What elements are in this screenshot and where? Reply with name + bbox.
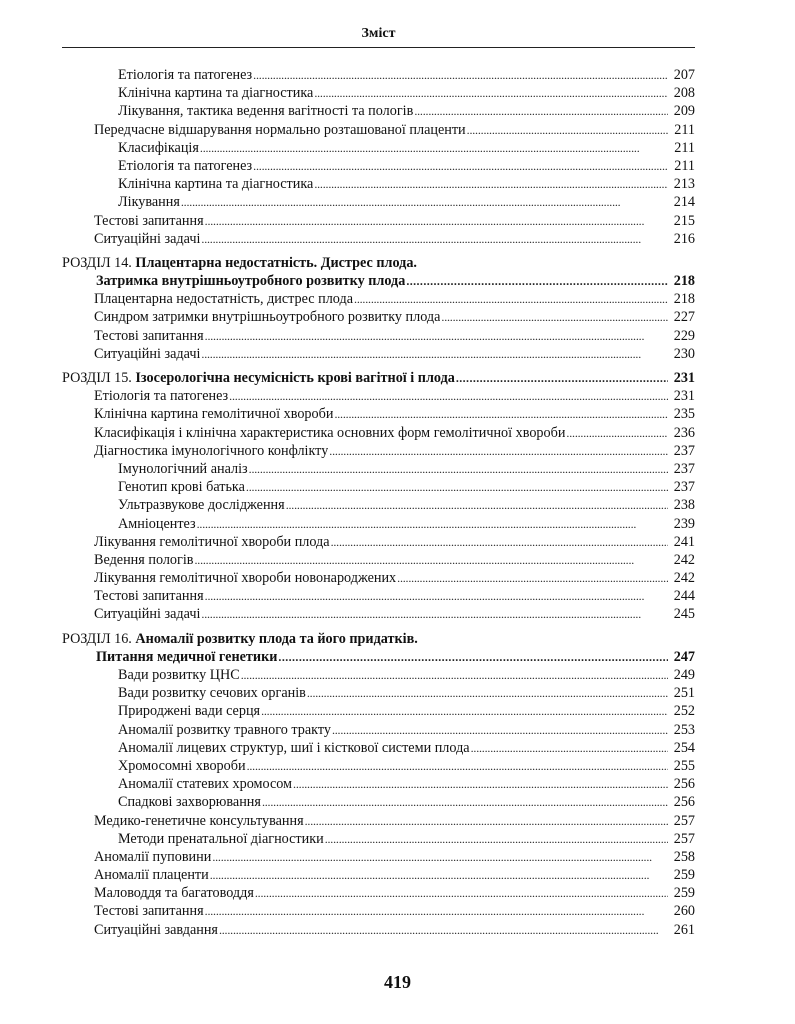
entry-page-number: 211 <box>674 157 695 174</box>
entry-title: Клінічна картина гемолітичної хвороби <box>94 406 334 423</box>
dot-leader <box>219 921 668 939</box>
entry-page-number: 260 <box>673 903 695 920</box>
toc-entry <box>62 684 695 702</box>
toc-entry <box>62 405 695 423</box>
dot-leader <box>247 757 668 775</box>
entry-title: Питання медичної генетики <box>96 648 278 665</box>
entry-title: Клінічна картина та діагностика <box>118 85 314 102</box>
toc-entry <box>62 902 695 920</box>
dot-leader <box>406 272 668 290</box>
entry-title: Вади розвитку ЦНС <box>118 667 240 683</box>
entry-page-number: 242 <box>673 551 695 568</box>
entry-title: Ситуаційні завдання <box>94 921 218 938</box>
entry-title: Аномалії лицевих структур, шиї і кісткової системи плода <box>118 739 470 756</box>
toc-entry <box>62 648 695 666</box>
entry-page-number: 229 <box>673 327 695 344</box>
toc-entry <box>62 569 695 587</box>
dot-leader <box>566 424 668 442</box>
entry-page-number: 214 <box>673 194 695 211</box>
chapter-number: РОЗДІЛ 14. <box>62 254 132 271</box>
entry-page-number: 239 <box>673 515 695 532</box>
entry-title: Лікування, тактика ведення вагітності та пологів <box>118 103 414 120</box>
entry-title: Класифікація <box>118 139 199 156</box>
entry-title: Природжені вади серця <box>118 703 261 720</box>
entry-page-number: 236 <box>673 424 695 441</box>
entry-title: Тестові запитання <box>94 903 204 920</box>
entry-page-number: 215 <box>673 212 695 229</box>
entry-page-number: 261 <box>673 921 695 938</box>
dot-leader <box>253 157 668 175</box>
toc-entry <box>62 605 695 623</box>
chapter-title: Ізосерологічна несумісність крові вагітної і плода <box>135 370 455 386</box>
header-rule <box>62 47 695 48</box>
toc-entry <box>62 775 695 793</box>
chapter-number: РОЗДІЛ 15. <box>62 370 132 386</box>
entry-title: Аномалії статевих хромосом <box>118 776 293 793</box>
entry-title: Клінічна картина та діагностика <box>118 176 314 193</box>
dot-leader <box>286 496 668 514</box>
entry-title: Тестові запитання <box>94 212 204 229</box>
toc-entry <box>62 866 695 884</box>
entry-page-number: 237 <box>673 479 695 496</box>
entry-title: Етіологія та патогенез <box>118 67 253 83</box>
dot-leader <box>441 308 668 326</box>
entry-page-number: 237 <box>673 460 695 477</box>
toc-entry <box>62 757 695 775</box>
dot-leader <box>197 515 668 533</box>
dot-leader <box>414 102 668 120</box>
entry-title: Медико-генетичне консультування <box>94 812 304 829</box>
toc-entry <box>62 478 695 496</box>
dot-leader <box>201 345 668 363</box>
entry-page-number: 216 <box>673 230 695 247</box>
entry-title: Етіологія та патогенез <box>94 388 229 405</box>
toc-entry <box>62 721 695 739</box>
dot-leader <box>331 533 668 551</box>
entry-page-number: 256 <box>673 794 695 811</box>
entry-page-number: 244 <box>673 588 695 605</box>
chapter-title: Аномалії розвитку плода та його придатків. <box>135 630 418 647</box>
dot-leader <box>314 84 668 102</box>
entry-page-number: 209 <box>673 103 695 120</box>
chapter-heading <box>62 254 695 272</box>
chapter-heading <box>62 630 695 648</box>
dot-leader <box>305 812 668 830</box>
dot-leader <box>249 460 668 478</box>
entry-title: Генотип крові батька <box>118 479 245 496</box>
entry-title: Аномалії розвитку травного тракту <box>118 721 331 738</box>
dot-leader <box>241 666 668 684</box>
entry-title: Ситуаційні задачі <box>94 230 201 247</box>
chapter-heading <box>62 369 695 387</box>
chapter-title: Плацентарна недостатність. Дистрес плода. <box>135 254 417 271</box>
toc-entry <box>62 702 695 720</box>
chapter-number: РОЗДІЛ 16. <box>62 630 132 647</box>
toc-entry <box>62 515 695 533</box>
entry-page-number: 247 <box>673 648 695 665</box>
dot-leader <box>205 902 668 920</box>
dot-leader <box>467 121 668 139</box>
dot-leader <box>307 684 668 702</box>
dot-leader <box>314 175 668 193</box>
entry-page-number: 237 <box>673 442 695 459</box>
toc-entry <box>62 102 695 120</box>
entry-title: Затримка внутрішньоутробного розвитку плода <box>96 273 406 290</box>
toc-entry <box>62 272 695 290</box>
entry-page-number: 231 <box>673 370 695 386</box>
toc-entry <box>62 921 695 939</box>
dot-leader <box>201 605 668 623</box>
dot-leader <box>325 830 668 848</box>
entry-title: Маловоддя та багатоводдя <box>94 885 254 902</box>
toc-entry <box>62 387 695 405</box>
toc-entry <box>62 345 695 363</box>
entry-page-number: 258 <box>673 848 695 865</box>
entry-title: Ситуаційні задачі <box>94 345 201 362</box>
toc-entry <box>62 212 695 230</box>
entry-page-number: 211 <box>674 139 695 156</box>
toc-entry <box>62 308 695 326</box>
entry-page-number: 256 <box>673 776 695 793</box>
toc-entry <box>62 139 695 157</box>
dot-leader <box>205 212 668 230</box>
entry-page-number: 257 <box>673 812 695 829</box>
dot-leader <box>456 369 668 387</box>
entry-title: Лікування гемолітичної хвороби новонароджених <box>94 570 397 587</box>
dot-leader <box>278 648 668 666</box>
toc-entry <box>62 587 695 605</box>
running-header: Зміст <box>361 26 396 41</box>
toc-entry <box>62 175 695 193</box>
toc-entry <box>62 848 695 866</box>
dot-leader <box>201 230 668 248</box>
toc-entry <box>62 666 695 684</box>
toc-entry <box>62 533 695 551</box>
entry-title: Амніоцентез <box>118 515 196 532</box>
entry-title: Синдром затримки внутрішньоутробного розвитку плода <box>94 309 441 326</box>
dot-leader <box>246 478 668 496</box>
entry-title: Імунологічний аналіз <box>118 460 248 477</box>
entry-page-number: 231 <box>673 388 695 405</box>
table-of-contents <box>62 66 695 939</box>
dot-leader <box>329 442 668 460</box>
entry-title: Лікування <box>118 194 180 211</box>
toc-entry <box>62 496 695 514</box>
entry-page-number: 230 <box>673 345 695 362</box>
entry-title: Ситуаційні задачі <box>94 606 201 623</box>
entry-page-number: 241 <box>673 533 695 550</box>
toc-entry <box>62 424 695 442</box>
dot-leader <box>255 884 668 902</box>
toc-entry <box>62 84 695 102</box>
entry-page-number: 208 <box>673 85 695 102</box>
entry-page-number: 227 <box>673 309 695 326</box>
entry-page-number: 245 <box>673 606 695 623</box>
toc-entry <box>62 812 695 830</box>
dot-leader <box>397 569 668 587</box>
entry-page-number: 254 <box>673 739 695 756</box>
dot-leader <box>194 551 668 569</box>
toc-entry <box>62 157 695 175</box>
dot-leader <box>205 587 668 605</box>
dot-leader <box>229 387 668 405</box>
entry-page-number: 242 <box>673 570 695 587</box>
entry-title: Лікування гемолітичної хвороби плода <box>94 533 330 550</box>
entry-page-number: 257 <box>673 830 695 847</box>
dot-leader <box>181 193 668 211</box>
dot-leader <box>354 290 668 308</box>
entry-title: Ведення пологів <box>94 551 194 568</box>
entry-page-number: 259 <box>673 867 695 884</box>
dot-leader <box>210 866 668 884</box>
toc-entry <box>62 66 695 84</box>
dot-leader <box>293 775 668 793</box>
toc-entry <box>62 121 695 139</box>
entry-title: Тестові запитання <box>94 588 204 605</box>
entry-page-number: 235 <box>673 406 695 423</box>
entry-title: Плацентарна недостатність, дистрес плода <box>94 291 354 308</box>
entry-title: Ультразвукове дослідження <box>118 497 285 514</box>
entry-title: Вади розвитку сечових органів <box>118 685 306 702</box>
toc-entry <box>62 290 695 308</box>
dot-leader <box>262 793 668 811</box>
toc-entry <box>62 442 695 460</box>
entry-page-number: 249 <box>673 667 695 683</box>
dot-leader <box>334 405 668 423</box>
entry-title: Передчасне відшарування нормально розташованої плаценти <box>94 121 466 138</box>
entry-page-number: 238 <box>673 497 695 514</box>
entry-page-number: 251 <box>673 685 695 702</box>
dot-leader <box>471 739 668 757</box>
chapter-heading-text <box>62 369 455 387</box>
toc-entry <box>62 193 695 211</box>
entry-title: Спадкові захворювання <box>118 794 261 811</box>
entry-page-number: 255 <box>673 757 695 774</box>
toc-entry <box>62 884 695 902</box>
toc-entry <box>62 739 695 757</box>
entry-title: Класифікація і клінічна характеристика основних форм гемолітичної хвороби <box>94 424 566 441</box>
dot-leader <box>200 139 668 157</box>
toc-entry <box>62 551 695 569</box>
entry-page-number: 253 <box>673 721 695 738</box>
toc-entry <box>62 327 695 345</box>
entry-title: Аномалії пуповини <box>94 848 212 865</box>
entry-title: Діагностика імунологічного конфлікту <box>94 442 329 459</box>
toc-entry <box>62 230 695 248</box>
entry-page-number: 218 <box>673 273 695 290</box>
entry-page-number: 252 <box>673 703 695 720</box>
entry-page-number: 211 <box>674 121 695 138</box>
entry-page-number: 213 <box>673 176 695 193</box>
toc-entry <box>62 830 695 848</box>
page-number: 419 <box>384 972 411 992</box>
entry-page-number: 259 <box>673 885 695 902</box>
toc-entry <box>62 793 695 811</box>
dot-leader <box>332 721 668 739</box>
dot-leader <box>212 848 668 866</box>
entry-page-number: 218 <box>673 291 695 308</box>
dot-leader <box>253 66 668 84</box>
entry-title: Аномалії плаценти <box>94 867 209 884</box>
entry-title: Етіологія та патогенез <box>118 157 253 174</box>
entry-title: Тестові запитання <box>94 327 204 344</box>
dot-leader <box>261 702 668 720</box>
dot-leader <box>205 327 668 345</box>
toc-entry <box>62 460 695 478</box>
entry-title: Хромосомні хвороби <box>118 757 246 774</box>
entry-title: Методи пренатальної діагностики <box>118 830 324 847</box>
entry-page-number: 207 <box>673 67 695 83</box>
